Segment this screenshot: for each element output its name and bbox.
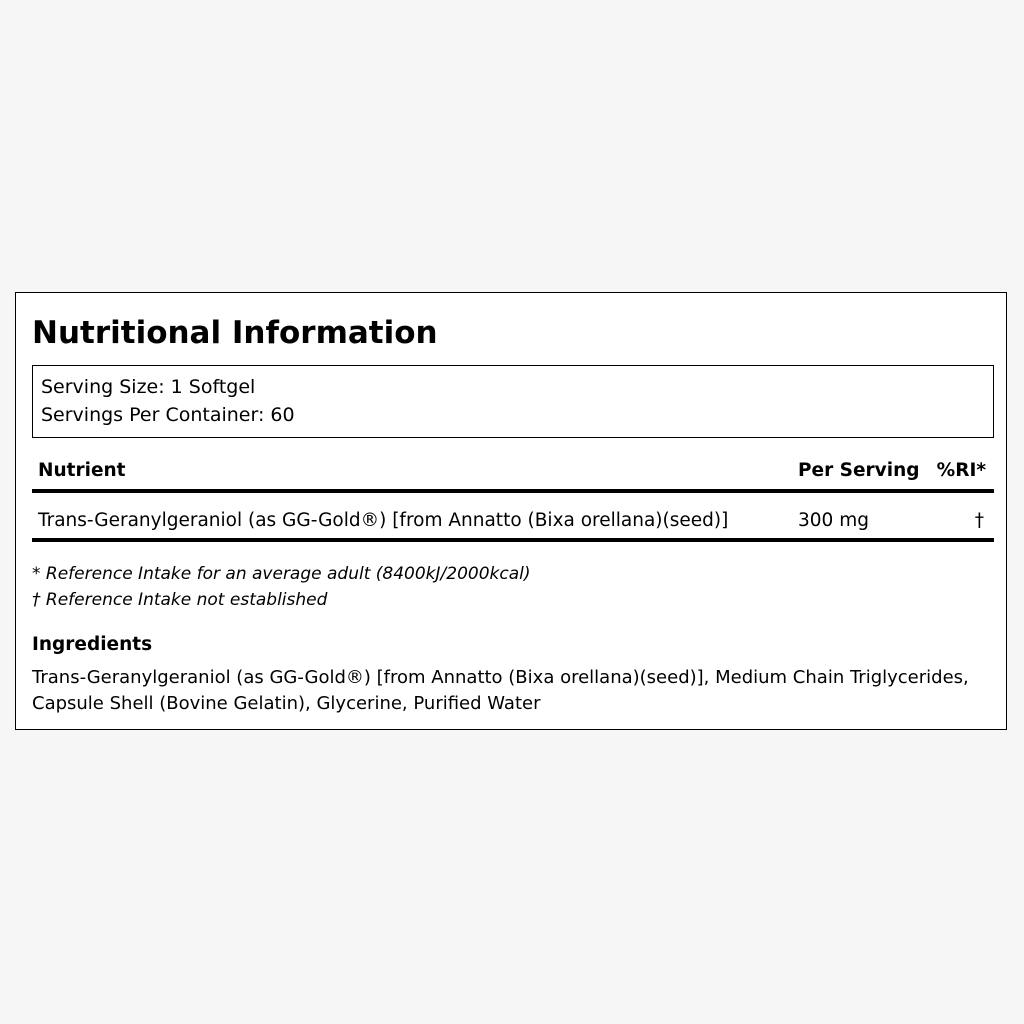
footnote-reference-intake: * Reference Intake for an average adult (8400kJ/2000kcal): [32, 564, 531, 584]
row-ri: †: [974, 510, 984, 531]
header-nutrient: Nutrient: [38, 460, 126, 481]
footnote-not-established: † Reference Intake not established: [32, 590, 328, 610]
footnotes: [32, 561, 531, 613]
ingredients-line: Capsule Shell (Bovine Gelatin), Glycerine, Purified Water: [32, 693, 541, 714]
panel-title: Nutritional Information: [32, 315, 438, 351]
nutrition-panel: [15, 292, 1007, 730]
serving-info-box: [32, 365, 994, 438]
ingredients-title: Ingredients: [32, 634, 153, 655]
header-ri: %RI*: [936, 460, 986, 481]
table-bottom-divider: [32, 538, 994, 542]
header-per-serving: Per Serving: [798, 460, 920, 481]
ingredients-line: Trans-Geranylgeraniol (as GG-Gold®) [from Annatto (Bixa orellana)(seed)], Medium Chain Triglycerides,: [32, 667, 969, 688]
row-nutrient-name: Trans-Geranylgeraniol (as GG-Gold®) [from Annatto (Bixa orellana)(seed)]: [38, 510, 729, 531]
servings-per-container: Servings Per Container: 60: [41, 404, 295, 426]
ingredients-text: [32, 665, 982, 717]
header-divider: [32, 489, 994, 493]
row-per-serving: 300 mg: [798, 510, 869, 531]
serving-size: Serving Size: 1 Softgel: [41, 376, 256, 398]
